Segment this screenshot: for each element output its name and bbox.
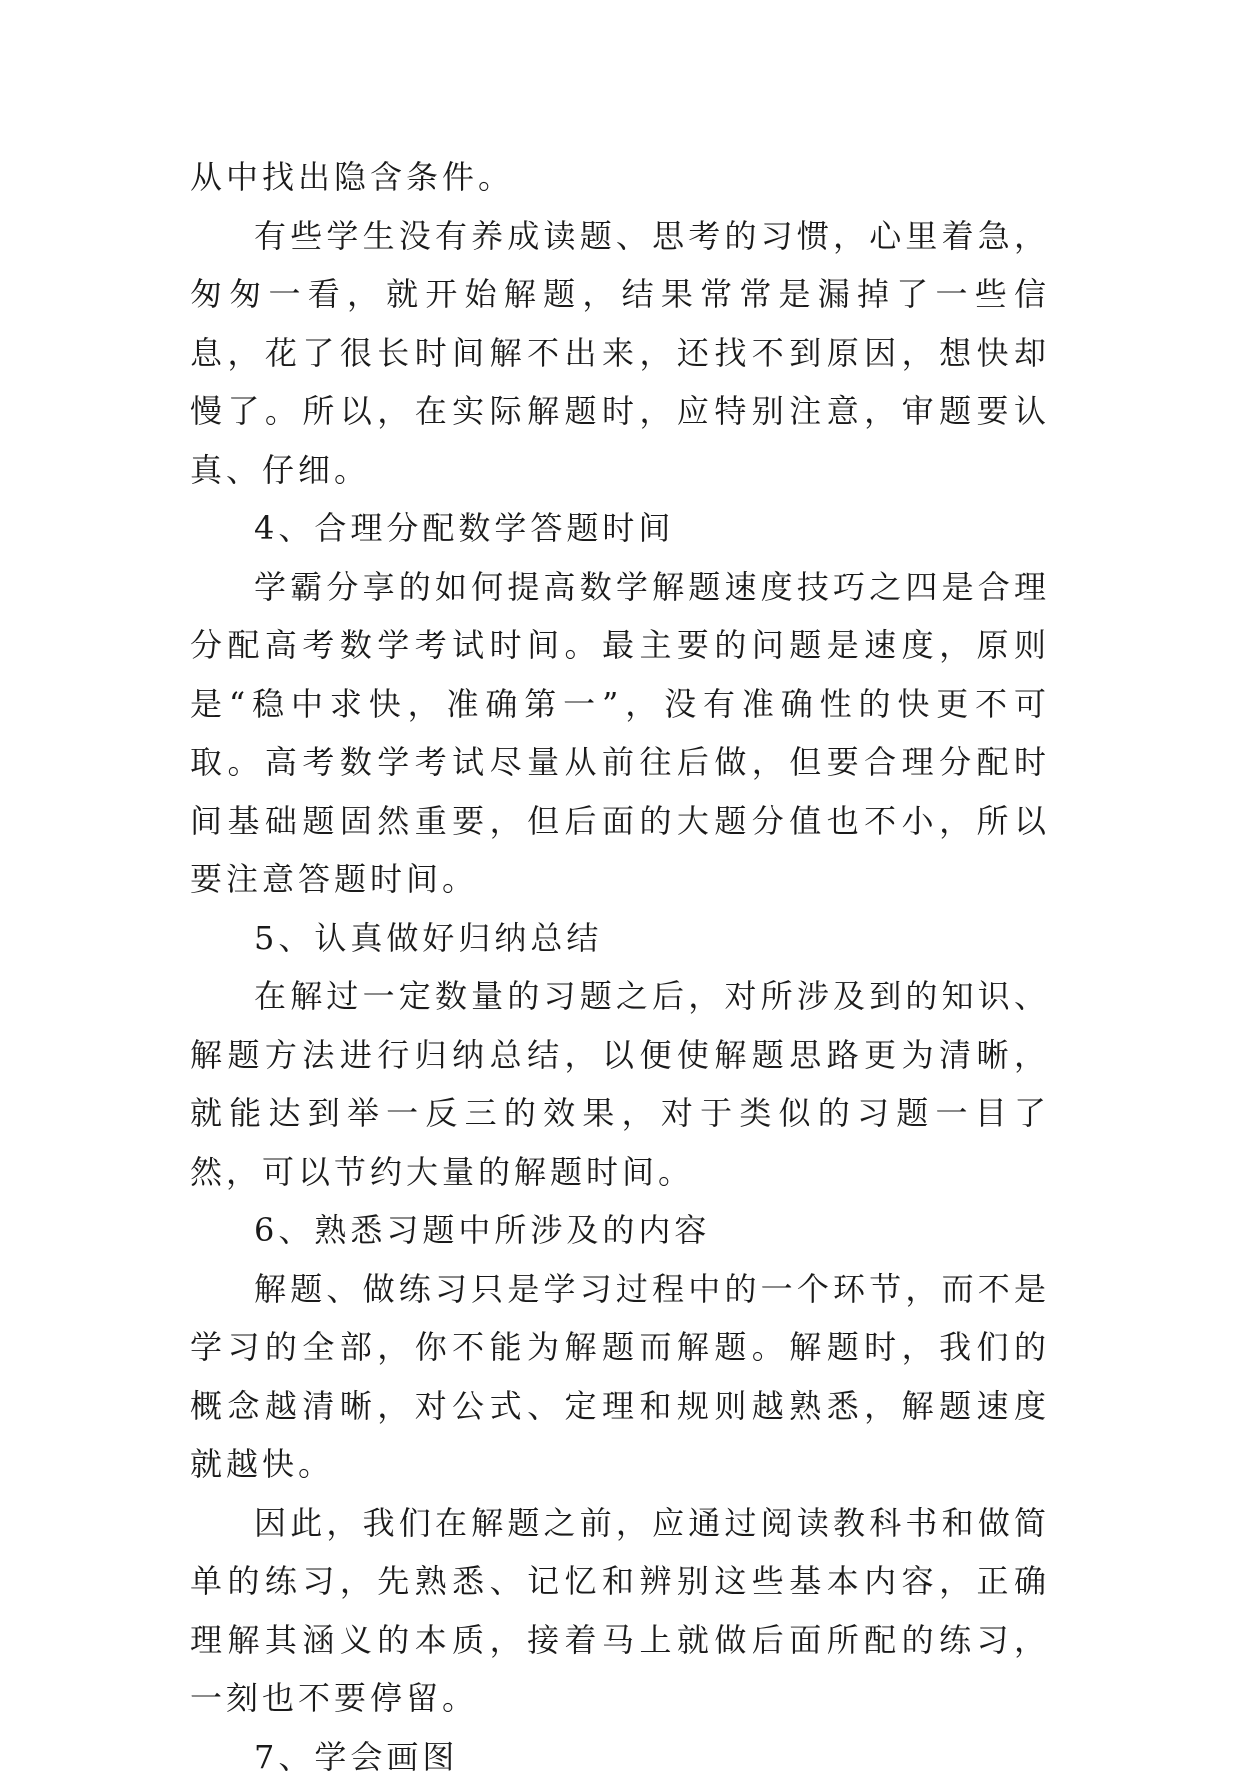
paragraph-continuation: 从中找出隐含条件。	[190, 148, 1050, 207]
paragraph: 学霸分享的如何提高数学解题速度技巧之四是合理分配高考数学考试时间。最主要的问题是速度，原则是“稳中求快，准确第一”，没有准确性的快更不可取。高考数学考试尽量从前往后做，但要合理分配时间基础题固然重要，但后面的大题分值也不小，所以要注意答题时间。	[190, 558, 1050, 909]
paragraph: 有些学生没有养成读题、思考的习惯，心里着急，匆匆一看，就开始解题，结果常常是漏掉了一些信息，花了很长时间解不出来，还找不到原因，想快却慢了。所以，在实际解题时，应特别注意，审题要认真、仔细。	[190, 207, 1050, 500]
section-heading-7: 7、学会画图	[190, 1728, 1050, 1786]
paragraph: 解题、做练习只是学习过程中的一个环节，而不是学习的全部，你不能为解题而解题。解题时，我们的概念越清晰，对公式、定理和规则越熟悉，解题速度就越快。	[190, 1260, 1050, 1494]
section-heading-6: 6、熟悉习题中所涉及的内容	[190, 1201, 1050, 1260]
section-heading-4: 4、合理分配数学答题时间	[190, 499, 1050, 558]
section-heading-5: 5、认真做好归纳总结	[190, 909, 1050, 968]
paragraph: 在解过一定数量的习题之后，对所涉及到的知识、解题方法进行归纳总结，以便使解题思路更为清晰，就能达到举一反三的效果，对于类似的习题一目了然，可以节约大量的解题时间。	[190, 967, 1050, 1201]
document-body	[190, 148, 1050, 1786]
paragraph: 因此，我们在解题之前，应通过阅读教科书和做简单的练习，先熟悉、记忆和辨别这些基本内容，正确理解其涵义的本质，接着马上就做后面所配的练习，一刻也不要停留。	[190, 1494, 1050, 1728]
